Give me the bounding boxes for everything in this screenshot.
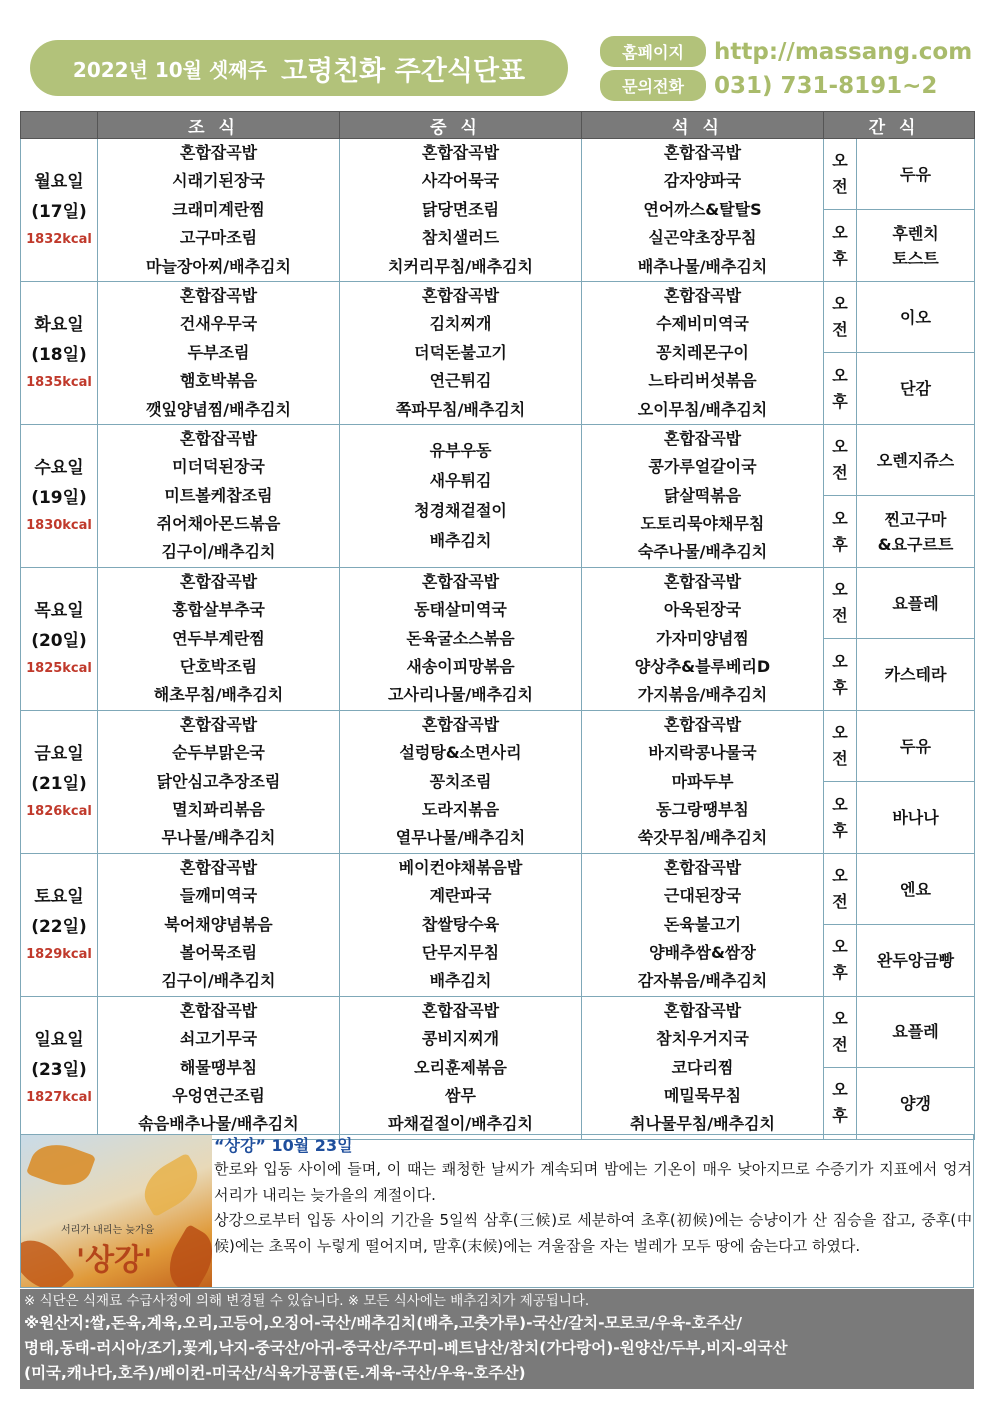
lunch-cell (340, 281, 582, 424)
dinner-cell (582, 139, 824, 282)
breakfast-cell (98, 996, 340, 1139)
lunch-cell (340, 710, 582, 853)
time-pm: 오 후 (824, 925, 857, 996)
dinner-item: 가지볶음/배추김치 (637, 685, 768, 705)
breakfast-item: 김구이/배추김치 (161, 542, 276, 562)
lunch-cell (340, 853, 582, 996)
page-title: 고령친화 주간식단표 (280, 55, 526, 87)
dinner-item: 아욱된장국 (663, 600, 742, 620)
breakfast-item: 북어채양념볶음 (164, 914, 273, 934)
snack-am: 오렌지쥬스 (857, 424, 975, 495)
day-row (21, 710, 975, 781)
note-paragraph-2: 상강으로부터 입동 사이의 기간을 5일씩 삼후(三候)로 세분하여 초후(初候)에는 승냥이가 산 짐승을 잡고, 중후(中候)에는 초목이 누렇게 떨어지며, 말후(末候)에는 겨울잠을 자는 벌레가 모두 땅에 숨는다고 하였다. (214, 1211, 972, 1255)
breakfast-item: 홍합살부추국 (172, 600, 265, 620)
footer-notice (20, 1289, 974, 1389)
breakfast-cell (98, 567, 340, 710)
note-paragraph-1: 한로와 입동 사이에 들며, 이 때는 쾌청한 날씨가 계속되며 밤에는 기온이 매우 낮아지므로 수증기가 지표에서 엉겨 서리가 내리는 늦가을의 계절이다. (214, 1160, 972, 1204)
snack-am: 요플레 (857, 567, 975, 638)
breakfast-item: 혼합잡곡밥 (179, 714, 258, 734)
snack-am: 엔요 (857, 853, 975, 924)
breakfast-item: 볼어묵조림 (179, 942, 258, 962)
dinner-cell (582, 424, 824, 567)
breakfast-item: 솎음배추나물/배추김치 (138, 1114, 299, 1134)
dinner-item: 가자미양념찜 (656, 628, 749, 648)
day-cell (21, 853, 98, 996)
breakfast-item: 미더덕된장국 (172, 457, 265, 477)
dinner-item: 마파두부 (671, 771, 734, 791)
dinner-item: 양배추쌈&쌈장 (649, 942, 756, 962)
header-lunch: 중식 (340, 112, 582, 139)
lunch-item: 계란파국 (429, 886, 492, 906)
breakfast-item: 김구이/배추김치 (161, 971, 276, 991)
lunch-item: 혼합잡곡밥 (421, 285, 500, 305)
time-pm: 오 후 (824, 496, 857, 567)
day-cell (21, 281, 98, 424)
dinner-item: 도토리묵야채무침 (640, 514, 765, 534)
breakfast-item: 우엉연근조림 (172, 1085, 265, 1105)
dinner-item: 연어까스&탈탈S (643, 199, 762, 219)
header-breakfast: 조식 (98, 112, 340, 139)
image-title: '상강' (76, 1243, 153, 1278)
breakfast-item: 시래기된장국 (172, 171, 265, 191)
day-date: (17일) (31, 201, 87, 222)
dinner-item: 감자양파국 (663, 171, 742, 191)
breakfast-item: 단호박조림 (179, 657, 258, 677)
day-date: (23일) (31, 1059, 87, 1080)
snack-pm: 단감 (857, 353, 975, 424)
breakfast-item: 연두부계란찜 (172, 628, 265, 648)
dinner-item: 감자볶음/배추김치 (637, 971, 768, 991)
dinner-item: 혼합잡곡밥 (663, 428, 742, 448)
breakfast-item: 무나물/배추김치 (161, 828, 276, 848)
lunch-item: 단무지무침 (421, 942, 500, 962)
breakfast-item: 깻잎양념찜/배추김치 (146, 399, 291, 419)
breakfast-item: 해물땡부침 (179, 1057, 258, 1077)
footer-notice-line: ※ 식단은 식재료 수급사정에 의해 변경될 수 있습니다. ※ 모든 식사에는 배추김치가 제공됩니다. (24, 1293, 590, 1309)
title-banner (30, 40, 568, 96)
snack-am: 요플레 (857, 996, 975, 1067)
breakfast-item: 햄호박볶음 (179, 371, 258, 391)
day-row (21, 139, 975, 210)
day-kcal: 1829kcal (26, 946, 92, 962)
lunch-item: 열무나물/배추김치 (395, 828, 526, 848)
header-day (21, 112, 98, 139)
dinner-item: 근대된장국 (663, 886, 742, 906)
header-dinner: 석식 (582, 112, 824, 139)
dinner-item: 실곤약초장무침 (648, 228, 757, 248)
homepage-row (600, 36, 972, 67)
dinner-item: 취나물무침/배추김치 (630, 1114, 775, 1134)
lunch-item: 유부우동 (429, 440, 492, 460)
day-kcal: 1827kcal (26, 1089, 92, 1105)
breakfast-cell (98, 853, 340, 996)
dinner-item: 바지락콩나물국 (648, 743, 757, 763)
dinner-item: 혼합잡곡밥 (663, 285, 742, 305)
time-am: 오 전 (824, 853, 857, 924)
day-name: 월요일 (34, 171, 84, 192)
breakfast-item: 혼합잡곡밥 (179, 428, 258, 448)
autumn-leaves-image (21, 1135, 212, 1287)
time-am: 오 전 (824, 281, 857, 352)
lunch-item: 파채겉절이/배추김치 (388, 1114, 533, 1134)
breakfast-item: 건새우무국 (179, 314, 258, 334)
dinner-cell (582, 281, 824, 424)
lunch-item: 연근튀김 (429, 371, 492, 391)
lunch-cell (340, 424, 582, 567)
phone-number: 031) 731-8191~2 (714, 72, 938, 99)
dinner-item: 혼합잡곡밥 (663, 857, 742, 877)
dinner-item: 느타리버섯볶음 (648, 371, 757, 391)
snack-am: 이오 (857, 281, 975, 352)
breakfast-item: 순두부맑은국 (172, 743, 265, 763)
breakfast-item: 혼합잡곡밥 (179, 1000, 258, 1020)
dinner-item: 혼합잡곡밥 (663, 143, 742, 162)
lunch-item: 돈육굴소스볶음 (406, 628, 515, 648)
snack-am: 두유 (857, 710, 975, 781)
breakfast-item: 혼합잡곡밥 (179, 571, 258, 591)
menu-header-row (21, 112, 975, 139)
lunch-item: 오리훈제볶음 (414, 1057, 507, 1077)
lunch-item: 청경채겉절이 (414, 500, 507, 520)
time-am: 오 전 (824, 567, 857, 638)
lunch-item: 새우튀김 (429, 470, 492, 490)
day-kcal: 1835kcal (26, 374, 92, 390)
day-name: 수요일 (34, 457, 84, 478)
homepage-link[interactable]: http://massang.com (714, 38, 973, 65)
lunch-item: 혼합잡곡밥 (421, 1000, 500, 1020)
dinner-item: 참치우거지국 (656, 1029, 749, 1049)
dinner-item: 오이무침/배추김치 (637, 399, 768, 419)
time-am: 오 전 (824, 424, 857, 495)
lunch-item: 배추김치 (429, 971, 492, 991)
dinner-item: 양상추&블루베리D (634, 657, 771, 677)
dinner-item: 메밀묵무침 (663, 1085, 742, 1105)
time-am: 오 전 (824, 710, 857, 781)
dinner-item: 콩가루얼갈이국 (648, 457, 757, 477)
dinner-item: 닭살떡볶음 (663, 485, 742, 505)
image-caption: 서리가 내리는 늦가을 (61, 1225, 155, 1236)
day-kcal: 1830kcal (26, 517, 92, 533)
header-snack: 간식 (824, 112, 975, 139)
lunch-item: 혼합잡곡밥 (421, 143, 500, 162)
dinner-item: 숙주나물/배추김치 (637, 542, 768, 562)
lunch-item: 도라지볶음 (421, 799, 500, 819)
lunch-cell (340, 996, 582, 1139)
day-date: (22일) (31, 916, 87, 937)
origin-line-3: (미국,캐나다,호주)/베이컨-미국산/식육가공품(돈.계육-국산/우육-호주산) (24, 1364, 526, 1382)
day-cell (21, 710, 98, 853)
origin-line-1: ※원산지:쌀,돈육,계육,오리,고등어,오징어-국산/배추김치(배추,고춧가루)-국산/갈치-모로코/우육-호주산/ (24, 1314, 743, 1332)
lunch-item: 김치찌개 (429, 314, 492, 334)
lunch-item: 베이컨야채볶음밥 (398, 857, 523, 877)
breakfast-item: 혼합잡곡밥 (179, 285, 258, 305)
lunch-item: 참치샐러드 (421, 228, 500, 248)
lunch-item: 꽁치조림 (429, 771, 492, 791)
day-row (21, 567, 975, 638)
dinner-item: 쑥갓무침/배추김치 (637, 828, 768, 848)
snack-pm: 카스테라 (857, 639, 975, 710)
lunch-item: 더덕돈불고기 (414, 342, 507, 362)
day-name: 목요일 (34, 600, 84, 621)
breakfast-item: 미트볼케찹조림 (164, 485, 273, 505)
dinner-item: 꽁치레몬구이 (656, 342, 749, 362)
dinner-item: 수제비미역국 (656, 314, 749, 334)
snack-pm: 양갱 (857, 1068, 975, 1139)
breakfast-item: 쥐어채아몬드볶음 (156, 514, 281, 534)
time-am: 오 전 (824, 139, 857, 210)
note-title: “상강” 10월 23일 (214, 1136, 353, 1155)
breakfast-item: 쇠고기무국 (179, 1029, 258, 1049)
dinner-item: 배추나물/배추김치 (637, 256, 768, 276)
day-name: 금요일 (34, 743, 84, 764)
day-row (21, 996, 975, 1067)
day-kcal: 1825kcal (26, 660, 92, 676)
snack-pm: 후렌치 토스트 (857, 210, 975, 281)
day-row (21, 853, 975, 924)
menu-table (20, 111, 975, 1140)
day-date: (20일) (31, 630, 87, 651)
day-row (21, 424, 975, 495)
note-text (214, 1135, 972, 1259)
breakfast-item: 들깨미역국 (179, 886, 258, 906)
breakfast-item: 닭안심고추장조림 (156, 771, 281, 791)
lunch-item: 콩비지찌개 (421, 1029, 500, 1049)
breakfast-item: 두부조림 (187, 342, 250, 362)
lunch-item: 찹쌀탕수육 (421, 914, 500, 934)
snack-am: 두유 (857, 139, 975, 210)
title-week: 2022년 10월 셋째주 (72, 57, 267, 82)
breakfast-cell (98, 139, 340, 282)
breakfast-cell (98, 281, 340, 424)
seasonal-note (20, 1134, 974, 1288)
lunch-cell (340, 139, 582, 282)
snack-pm: 바나나 (857, 782, 975, 853)
lunch-item: 닭당면조림 (421, 199, 500, 219)
lunch-item: 쪽파무침/배추김치 (395, 399, 526, 419)
phone-label: 문의전화 (600, 70, 706, 101)
menu-body (21, 139, 975, 1140)
lunch-item: 쌈무 (445, 1085, 476, 1105)
lunch-item: 설렁탕&소면사리 (399, 743, 522, 763)
phone-row (600, 70, 937, 101)
breakfast-item: 크래미계란찜 (172, 199, 265, 219)
day-cell (21, 567, 98, 710)
lunch-item: 혼합잡곡밥 (421, 714, 500, 734)
day-kcal: 1832kcal (26, 231, 92, 247)
time-pm: 오 후 (824, 1068, 857, 1139)
lunch-cell (340, 567, 582, 710)
day-name: 토요일 (34, 886, 84, 907)
time-pm: 오 후 (824, 353, 857, 424)
breakfast-item: 해초무침/배추김치 (153, 685, 284, 705)
lunch-item: 새송이피망볶음 (406, 657, 515, 677)
dinner-item: 혼합잡곡밥 (663, 571, 742, 591)
dinner-item: 동그랑땡부침 (656, 799, 749, 819)
day-row (21, 281, 975, 352)
dinner-cell (582, 710, 824, 853)
breakfast-item: 마늘장아찌/배추김치 (146, 256, 291, 276)
time-pm: 오 후 (824, 639, 857, 710)
day-kcal: 1826kcal (26, 803, 92, 819)
breakfast-item: 혼합잡곡밥 (179, 857, 258, 877)
breakfast-cell (98, 710, 340, 853)
lunch-item: 혼합잡곡밥 (421, 571, 500, 591)
origin-line-2: 명태,동태-러시아/조기,꽃게,낙지-중국산/아귀-중국산/주꾸미-베트남산/참치(가다랑어)-원양산/두부,비지-외국산 (24, 1339, 788, 1357)
homepage-label: 홈페이지 (600, 36, 706, 67)
breakfast-item: 혼합잡곡밥 (179, 143, 258, 162)
dinner-cell (582, 567, 824, 710)
dinner-cell (582, 996, 824, 1139)
day-cell (21, 424, 98, 567)
time-pm: 오 후 (824, 782, 857, 853)
lunch-item: 동태살미역국 (414, 600, 507, 620)
dinner-cell (582, 853, 824, 996)
snack-pm: 완두앙금빵 (857, 925, 975, 996)
day-date: (19일) (31, 487, 87, 508)
day-cell (21, 139, 98, 282)
time-pm: 오 후 (824, 210, 857, 281)
breakfast-item: 멸치꽈리볶음 (172, 799, 265, 819)
breakfast-cell (98, 424, 340, 567)
snack-pm: 찐고구마 &요구르트 (857, 496, 975, 567)
dinner-item: 혼합잡곡밥 (663, 714, 742, 734)
lunch-item: 사각어묵국 (421, 171, 500, 191)
lunch-item: 배추김치 (429, 530, 492, 550)
day-cell (21, 996, 98, 1139)
day-date: (21일) (31, 773, 87, 794)
day-date: (18일) (31, 344, 87, 365)
time-am: 오 전 (824, 996, 857, 1067)
lunch-item: 고사리나물/배추김치 (388, 685, 533, 705)
dinner-item: 돈육불고기 (663, 914, 742, 934)
day-name: 화요일 (34, 314, 84, 335)
dinner-item: 혼합잡곡밥 (663, 1000, 742, 1020)
breakfast-item: 고구마조림 (179, 228, 258, 248)
day-name: 일요일 (34, 1029, 84, 1050)
dinner-item: 코다리찜 (671, 1057, 734, 1077)
lunch-item: 치커리무침/배추김치 (388, 256, 533, 276)
